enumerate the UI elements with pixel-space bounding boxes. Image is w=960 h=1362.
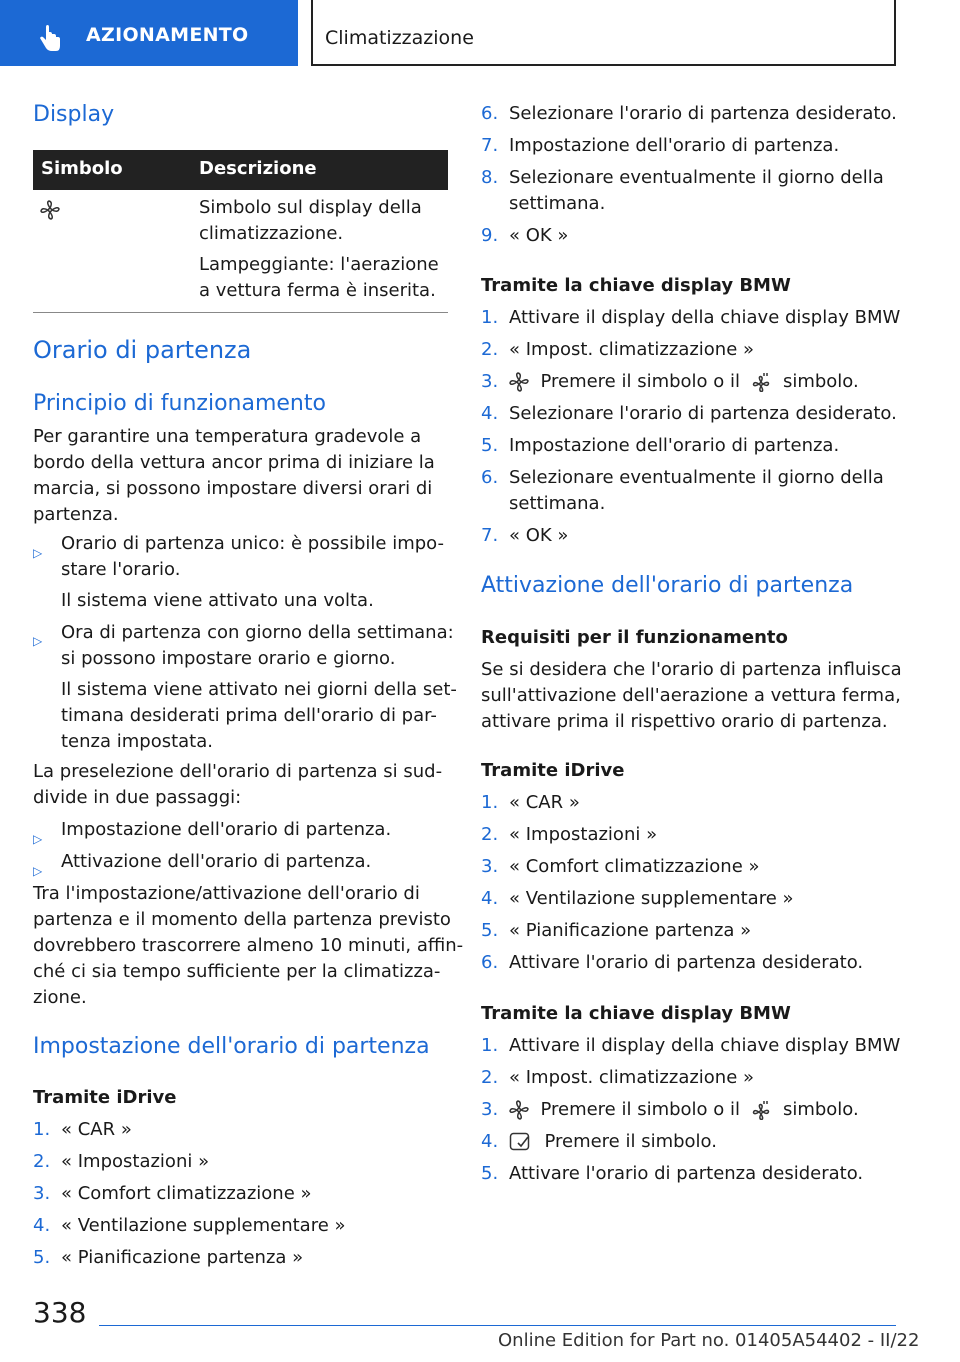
list-item: 2. « Impostazioni » [33, 1151, 210, 1172]
list-item: 9. « OK » [481, 225, 569, 246]
section-title: Climatizzazione [325, 27, 474, 49]
list-item: Impostazione dell'orario di partenza. [61, 819, 392, 840]
key-label-1: Tramite la chiave display BMW [481, 275, 791, 296]
triangle-bullet-icon: ▷ [33, 864, 43, 878]
list-item: 1. « CAR » [33, 1119, 132, 1140]
intro-paragraph: Per garantire una temperatura gradevole a bordo della vettura ancor prima di iniziare la marcia, si possono impostare diversi orari di partenza. [33, 426, 435, 525]
orario-heading: Orario di partenza [33, 336, 252, 364]
list-item: 5. « Pianificazione partenza » [33, 1247, 304, 1268]
list-item: 6. Attivare l'orario di partenza desiderato. [481, 952, 864, 973]
list-item: 4. « Ventilazione supplementare » [481, 888, 794, 909]
list-item: 3. Premere il simbolo o il simbolo. [481, 371, 859, 392]
list-item: 4. Premere il simbolo. [481, 1131, 717, 1152]
table-row-note: Lampeggiante: l'aerazione a vettura ferma è inserita. [199, 254, 439, 301]
requisiti-label: Requisiti per il funzionamento [481, 627, 788, 648]
col-symbol-header: Simbolo [41, 158, 123, 179]
list-item: Ora di partenza con giorno della settimana: si possono impostare orario e giorno. [61, 622, 454, 669]
edition-text: Online Edition for Part no. 01405A54402 - II/22 [498, 1330, 920, 1351]
list-item: 3. « Comfort climatizzazione » [33, 1183, 312, 1204]
requisiti-paragraph: Se si desidera che l'orario di partenza influisca sull'attivazione dell'aerazione a vettura ferma, attivare prima il rispettivo orario di partenza. [481, 659, 902, 732]
list-item: Attivazione dell'orario di partenza. [61, 851, 372, 872]
attivazione-heading: Attivazione dell'orario di partenza [481, 573, 854, 598]
hand-pointer-icon [34, 24, 64, 54]
list-item: 8. Selezionare eventualmente il giorno della settimana. [481, 167, 884, 214]
symbol-table-header [33, 150, 448, 190]
list-item: 2. « Impost. climatizzazione » [481, 1067, 755, 1088]
impostazione-heading: Impostazione dell'orario di partenza [33, 1034, 430, 1059]
list-item: 5. Attivare l'orario di partenza desiderato. [481, 1163, 864, 1184]
idrive-label-2: Tramite iDrive [481, 760, 625, 781]
page-number: 338 [33, 1296, 87, 1329]
display-heading: Display [33, 102, 115, 127]
fan-icon [40, 200, 60, 220]
list-item: 5. « Pianificazione partenza » [481, 920, 752, 941]
between-paragraph: Tra l'impostazione/attivazione dell'orario di partenza e il momento della partenza previsto dovrebbero trascorrere almeno 10 minuti, affin- ché ci sia tempo sufficiente per la climatizza- zione. [33, 883, 464, 1008]
list-item-note: Il sistema viene attivato una volta. [61, 590, 374, 611]
triangle-bullet-icon: ▷ [33, 832, 43, 846]
fan-icon [509, 1100, 529, 1120]
checkbox-confirm-icon [509, 1131, 533, 1153]
key-label-2: Tramite la chiave display BMW [481, 1003, 791, 1024]
list-item: 6. Selezionare l'orario di partenza desiderato. [481, 103, 897, 124]
col-description-header: Descrizione [199, 158, 317, 179]
table-divider [33, 312, 448, 313]
list-item-note: Il sistema viene attivato nei giorni della set- timana desiderati prima dell'orario di par- tenza impostata. [61, 679, 457, 752]
list-item: 6. Selezionare eventualmente il giorno della settimana. [481, 467, 884, 514]
section-tab[interactable] [311, 0, 896, 66]
idrive-label: Tramite iDrive [33, 1087, 177, 1108]
list-item: 1. Attivare il display della chiave display BMW [481, 307, 901, 328]
principio-heading: Principio di funzionamento [33, 391, 326, 416]
fan-heat-icon [751, 372, 771, 392]
page-header [0, 0, 960, 66]
list-item: 3. Premere il simbolo o il simbolo. [481, 1099, 859, 1120]
chapter-title: AZIONAMENTO [86, 24, 249, 46]
list-item: 2. « Impostazioni » [481, 824, 658, 845]
fan-heat-icon [751, 1100, 771, 1120]
table-row-description: Simbolo sul display della climatizzazione. [199, 197, 422, 244]
list-item: 1. « CAR » [481, 792, 580, 813]
triangle-bullet-icon: ▷ [33, 634, 43, 648]
preselect-paragraph: La preselezione dell'orario di partenza si sud- divide in due passaggi: [33, 761, 443, 808]
list-item: 4. Selezionare l'orario di partenza desiderato. [481, 403, 897, 424]
footer-divider [99, 1325, 896, 1326]
list-item: 2. « Impost. climatizzazione » [481, 339, 755, 360]
list-item: 1. Attivare il display della chiave display BMW [481, 1035, 901, 1056]
list-item: 3. « Comfort climatizzazione » [481, 856, 760, 877]
list-item: 4. « Ventilazione supplementare » [33, 1215, 346, 1236]
list-item: Orario di partenza unico: è possibile impo- stare l'orario. [61, 533, 445, 580]
fan-icon [509, 372, 529, 392]
list-item: 5. Impostazione dell'orario di partenza. [481, 435, 840, 456]
list-item: 7. Impostazione dell'orario di partenza. [481, 135, 840, 156]
list-item: 7. « OK » [481, 525, 569, 546]
chapter-tab[interactable] [0, 0, 298, 66]
triangle-bullet-icon: ▷ [33, 546, 43, 560]
